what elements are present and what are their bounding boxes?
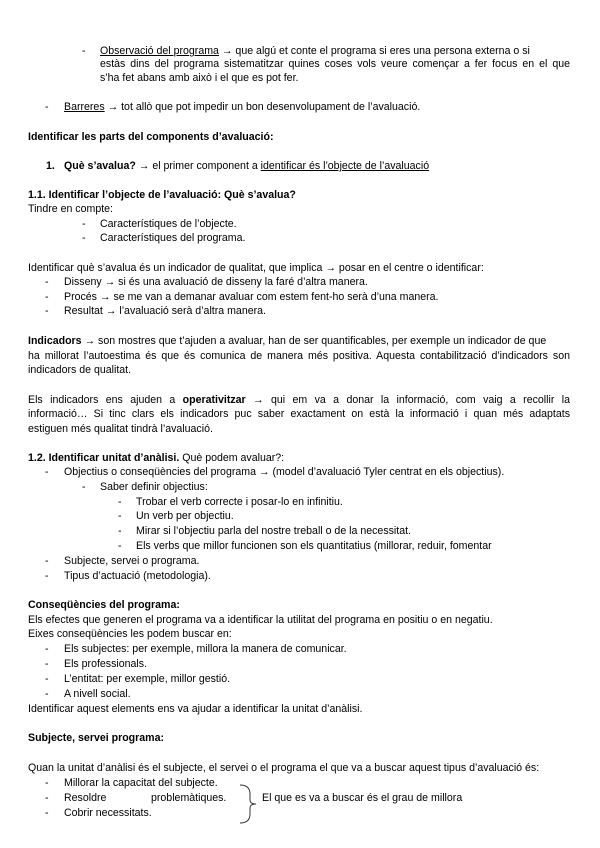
list-dash: - <box>45 555 49 567</box>
list-dash: - <box>82 218 86 230</box>
operativitzar-bold: operativitzar <box>182 394 246 406</box>
cons-item-1: Els subjectes: per exemple, millora la manera de comunicar. <box>64 643 347 655</box>
consequencies-p3: Identificar aquest elements ens va ajudar a identificar la unitat d’anàlisi. <box>28 703 363 715</box>
list-dash: - <box>82 232 86 244</box>
consequencies-p1: Els efectes que generen el programa va a identificar la utilitat del programa en positiu o en negatiu. <box>28 614 493 626</box>
operativitzar-line-2: informació… Si tinc clars els indicadors puc saber exactament on està la informació i quan més adaptats <box>28 408 570 420</box>
list-dash: - <box>45 305 49 317</box>
caract-programa: Característiques del programa. <box>100 232 246 244</box>
operativitzar-line-3: estiguen més qualitat tindrà l’avaluació. <box>28 423 213 435</box>
subj-item-2: Resoldre <box>64 792 107 804</box>
barreres-label: Barreres <box>64 101 105 113</box>
operativitzar-text-b: → qui em va a donar la informació, com vaig a recollir la <box>245 394 570 406</box>
right-brace-icon <box>238 784 258 824</box>
list-dash: - <box>118 540 122 552</box>
list-dash: - <box>82 481 86 493</box>
s12-heading: 1.2. Identificar unitat d’anàlisi. <box>28 452 180 464</box>
cons-item-3: L’entitat: per exemple, millor gestió. <box>64 673 231 685</box>
subj-item-2b: problemàtiques. <box>151 792 227 804</box>
indicadors-text-1: → son mostres que t’ajuden a avaluar, han de ser quantificables, per exemple un indicador de que <box>81 335 547 347</box>
sub-item-4: Els verbs que millor funcionen son els quantitatius (millorar, reduir, fomentar <box>136 540 492 552</box>
observacio-line-3: s’ha fet abans amb això i el que es pot fer. <box>100 72 299 84</box>
indicadors-bold: Indicadors <box>28 335 82 347</box>
caract-objecte: Característiques de l’objecte. <box>100 218 237 230</box>
tindre-line: Tindre en compte: <box>28 203 113 215</box>
list-dash: - <box>45 673 49 685</box>
list-dash: - <box>45 643 49 655</box>
s11-heading: 1.1. Identificar l’objecte de l’avaluació: Què s’avalua? <box>28 189 296 201</box>
que-savalua-line <box>64 160 429 173</box>
list-dash: - <box>45 658 49 670</box>
que-savalua-arrow: → el primer component a <box>135 160 261 172</box>
indicadors-line-2: ha millorat l’autoestima és que és comunica de manera més positiva. Aquesta contabilització d’indicadors son <box>28 350 570 362</box>
list-dash: - <box>45 466 49 478</box>
s12-heading-rest: Què podem avaluar?: <box>179 452 285 464</box>
subjecte-heading: Subjecte, servei programa: <box>28 732 165 744</box>
parts-heading: Identificar les parts del components d’avaluació: <box>28 131 274 143</box>
proces-item: Procés → se me van a demanar avaluar com estem fent-ho serà d’una manera. <box>64 291 439 303</box>
resultat-item: Resultat → l’avaluació serà d’altra manera. <box>64 305 266 317</box>
list-dash: - <box>118 525 122 537</box>
indicadors-line-3: indicadors de qualitat. <box>28 364 132 376</box>
list-dash: - <box>45 792 49 804</box>
list-dash: - <box>45 570 49 582</box>
observacio-line-2: estàs dins del programa sistematitzar quines coses vols veure començar a fer focus en el que <box>100 58 570 70</box>
barreres-text: → tot allò que pot impedir un bon desenvolupament de l’avaluació. <box>104 101 421 113</box>
subj-item-1: Millorar la capacitat del subjecte. <box>64 777 218 789</box>
que-savalua-underline: identificar és l’objecte de l’avaluació <box>260 160 430 172</box>
observacio-line-1 <box>100 45 530 58</box>
operativitzar-text-a: Els indicadors ens ajuden a <box>28 394 183 406</box>
saber-item: Saber definir objectius: <box>100 481 208 493</box>
identificar-line: Identificar què s’avalua és un indicador de qualitat, que implica → posar en el centre o identificar: <box>28 262 484 274</box>
s12-heading-line <box>28 452 284 465</box>
list-dash: - <box>45 777 49 789</box>
list-dash: - <box>118 510 122 522</box>
list-dash: - <box>45 276 49 288</box>
que-savalua-bold: Què s’avalua? <box>64 160 136 172</box>
indicadors-line-1 <box>28 335 546 348</box>
tipus-item: Tipus d’actuació (metodologia). <box>64 570 211 582</box>
cons-item-2: Els professionals. <box>64 658 148 670</box>
consequencies-p2: Eixes conseqüències les podem buscar en: <box>28 628 232 640</box>
observacio-text-1: → que algú et conte el programa si eres una persona externa o si <box>218 45 530 57</box>
consequencies-heading: Conseqüències del programa: <box>28 599 180 611</box>
cons-item-4: A nivell social. <box>64 688 131 700</box>
list-dash: - <box>45 291 49 303</box>
objectius-item: Objectius o conseqüències del programa → (model d’avaluació Tyler centrat en els objectius). <box>64 466 505 478</box>
sub-item-1: Trobar el verb correcte i posar-lo en infinitiu. <box>136 496 343 508</box>
brace-text: El que es va a buscar és el grau de millora <box>262 792 463 804</box>
list-dash: - <box>45 807 49 819</box>
sub-item-3: Mirar si l’objectiu parla del nostre treball o de la necessitat. <box>136 525 411 537</box>
list-dash: - <box>45 688 49 700</box>
barreres-line <box>64 101 420 114</box>
subj-item-3: Cobrir necessitats. <box>64 807 152 819</box>
list-dash: - <box>82 45 86 57</box>
subjecte-item: Subjecte, servei o programa. <box>64 555 200 567</box>
operativitzar-line-1 <box>28 394 570 407</box>
disseny-item: Disseny → si és una avaluació de disseny la faré d’altra manera. <box>64 276 368 288</box>
sub-item-2: Un verb per objectiu. <box>136 510 234 522</box>
list-dash: - <box>45 101 49 113</box>
list-dash: - <box>118 496 122 508</box>
numbered-item-1: 1. <box>46 160 55 172</box>
subjecte-p1: Quan la unitat d’anàlisi és el subjecte, el servei o el programa el que va a buscar aquest tipus d’avaluació és: <box>28 762 540 774</box>
observacio-label: Observació del programa <box>100 45 219 57</box>
